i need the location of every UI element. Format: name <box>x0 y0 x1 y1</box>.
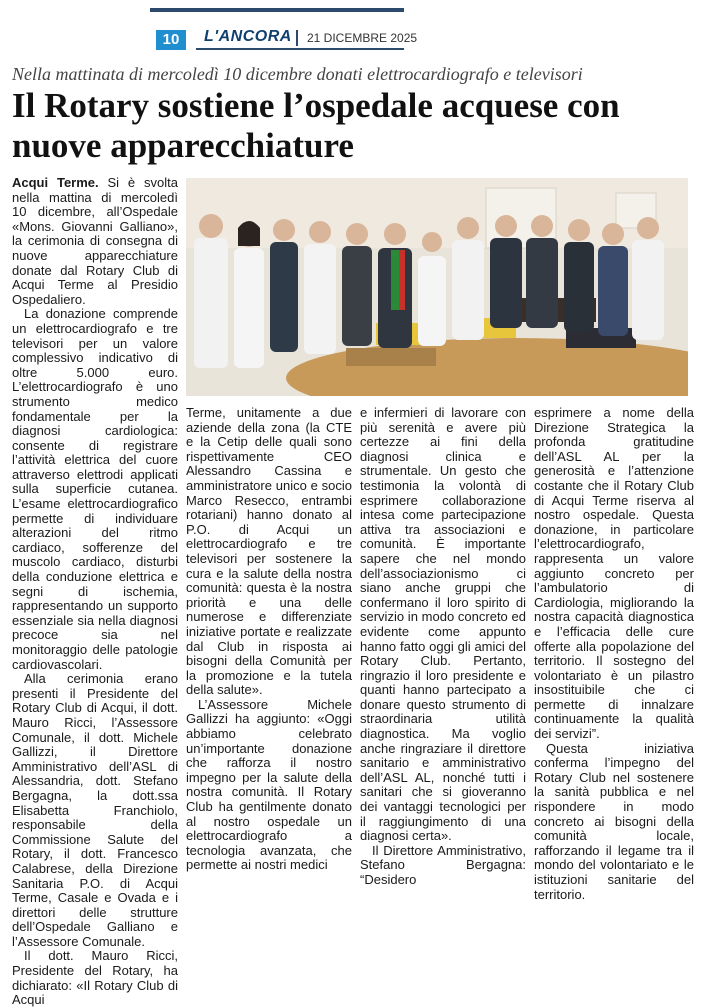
article-column-4 <box>534 406 694 902</box>
column-2-paragraph-2: L’Assessore Michele Gallizzi ha aggiunto: «Oggi abbiamo celebrato un’importante donazione che rafforza il nostro impegno per la salute della nostra comunità. Il Rotary Club ha gentilmente donato al nostro ospedale un elettrocardiografo a tecnologia avanzata, che permette ai nostri medici <box>186 696 352 873</box>
article-column-3 <box>360 406 526 888</box>
article-column-2 <box>186 406 352 873</box>
column-1-paragraph-2: La donazione comprende un elettrocardiografo e tre televisori per un valore complessivo indicativo di oltre 5.000 euro. L’elettrocardiografo è uno strumento medico fondamentale per la diagnosi cardiologica: consente di registrare l’attività elettrica del cuore attraverso elettrodi applicati sulla superficie cutanea. L’esame elettrocardiografico permette di individuare alterazioni del ritmo cardiaco, sofferenze del muscolo cardiaco, disturbi della conduzione elettrica e segni di ischemia, rappresentando un supporto essenziale sia nella diagnosi precoce sia nel monitoraggio delle patologie cardiovascolari. <box>12 306 178 672</box>
column-3-paragraph-1: e infermieri di lavorare con più serenità e avere più certezze ai fini della diagnosi clinica e strumentale. Un gesto che testimonia la volontà di esprimere collaborazione intesa come partecipazione attiva tra associazioni e comunità. È importante sapere che nel mondo dell’associazionismo ci siano anche gruppi che confermano il loro spirito di servizio in modo concreto ed evidente come appunto hanno fatto oggi gli amici del Rotary Club. Pertanto, ringrazio il loro presidente e quanti hanno partecipato a donare questo strumento di straordinaria utilità diagnostica. Ma voglio anche ringraziare il direttore sanitario e amministrativo dell’ASL AL, nonché tutti i sanitari che si gioveranno dei vantaggi tecnologici per il raggiungimento di una diagnosi certa». <box>360 405 526 844</box>
column-3-paragraph-2: Il Direttore Amministrativo, Stefano Bergagna: “Desidero <box>360 842 526 887</box>
header-rule-bottom <box>196 48 404 50</box>
article-dateline: Acqui Terme. <box>12 175 99 190</box>
column-1-paragraph-4: Il dott. Mauro Ricci, Presidente del Rotary, ha dichiarato: «Il Rotary Club di Acqui <box>12 948 178 1008</box>
article-headline: Il Rotary sostiene l’ospedale acquese con nuove apparecchiature <box>12 86 620 165</box>
page-number: 10 <box>156 30 186 50</box>
column-1-paragraph-3: Alla cerimonia erano presenti il Presidente del Rotary Club di Acqui, il dott. Mauro Ricci, l’Assessore Comunale, il dott. Michele Gallizzi, il Direttore Amministrativo dell’ASL di Alessandria, dott. Stefano Bergagna, la dott.ssa Elisabetta Franchiolo, responsabile della Commissione Salute del Rotary, il dott. Francesco Calabrese, della Direzione Sanitaria P.O. di Acqui Terme, Casale e Ovada e i direttori delle strutture dell’Ospedale Galliano e l’Assessore Comunale. <box>12 671 178 949</box>
column-4-paragraph-1: esprimere a nome della Direzione Strategica la profonda gratitudine dell’ASL AL per la generosità e l’attenzione costante che il Rotary Club di Acqui Terme riserva al nostro ospedale. Questa donazione, in particolare l’elettrocardiografo, rappresenta un valore aggiunto concreto per l’ambulatorio di Cardiologia, migliorando la nostra capacità diagnostica e l’efficacia delle cure offerte alla popolazione del territorio. Il sostegno del volontariato è un pilastro insostituibile che ci permette di innalzare continuamente la qualità dei servizi”. <box>534 405 694 742</box>
ceremony-photo <box>186 178 688 396</box>
header-rule-top <box>150 8 404 12</box>
issue-date: 21 DICEMBRE 2025 <box>307 31 418 45</box>
masthead-logo: L'ANCORA <box>204 28 292 45</box>
column-4-paragraph-2: Questa iniziativa conferma l’impegno del Rotary Club nel sostenere la sanità pubblica e nel rispondere in modo concreto ai bisogni della comunità locale, rafforzando il legame tra il mondo del volontariato e le istituzioni sanitarie del territorio. <box>534 740 694 902</box>
article-kicker: Nella mattinata di mercoledì 10 dicembre donati elettrocardiografo e televisori <box>12 64 583 84</box>
column-2-paragraph-1: Terme, unitamente a due aziende della zona (la CTE e la Cetip delle quali sono rispettivamente CEO Alessandro Cassina e amministratore unico e socio Marco Resecco, entrambi rotariani) hanno donato al P.O. di Acqui un elettrocardiografo e tre televisori per sostenere la cura e la salute della nostra comunità: questa è la nostra priorità e una delle numerose e differenziate iniziative portate e realizzate dal Club in risposta ai bisogni della Comunità per la promozione e la tutela della salute». <box>186 405 352 698</box>
column-1-paragraph-1: Si è svolta nella mattina di mercoledì 10 dicembre, all’Ospedale «Mons. Giovanni Galliano», la cerimonia di consegna di nuove apparecchiature donate dal Rotary Club di Acqui Terme al Presidio Ospedaliero. <box>12 175 178 307</box>
header-separator <box>296 30 298 46</box>
article-column-1 <box>12 176 178 1008</box>
